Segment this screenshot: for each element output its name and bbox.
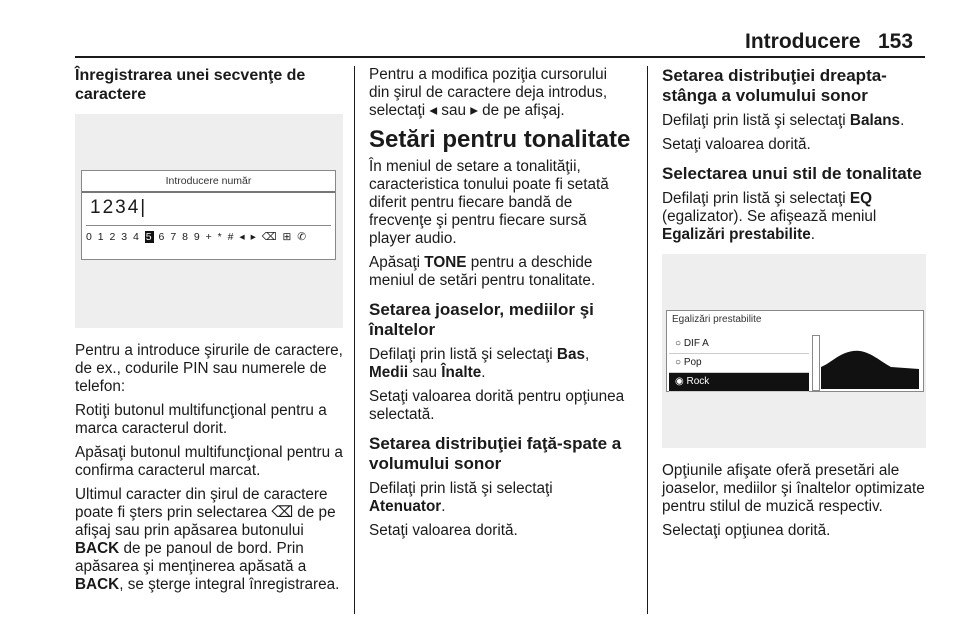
paragraph-tone [369, 254, 631, 290]
text-run: Apăsaţi [369, 254, 425, 271]
keypad-selected-char: 5 [145, 231, 154, 243]
paragraph: În meniul de setare a tonalităţii, caracteristica tonului poate fi setată diferit pentru fiecare bandă de frecvenţe şi pentru fiecare sursă player audio. [369, 158, 609, 247]
text-run: de pe panoul de bord. Prin apăsarea şi menţinerea apăsată a [75, 540, 307, 575]
keypad-chars-before: 0 1 2 3 4 [86, 231, 145, 243]
subheading-fader: Setarea distribuţiei faţă-spate a volumului sonor [369, 434, 622, 473]
text-run: . [810, 226, 816, 243]
subheading-bass-mid-treble: Setarea joaselor, mediilor şi înaltelor [369, 300, 594, 339]
entered-digits: 1234| [90, 197, 148, 218]
paragraph: Pentru a introduce şirurile de caractere, de ex., codurile PIN sau numerele de telefon: [75, 342, 343, 395]
text-run: , se şterge integral înregistrarea. [119, 576, 340, 593]
preset-eq-screen [666, 310, 924, 392]
screen-title: Egalizări prestabilite [672, 314, 762, 325]
preset-list [669, 335, 809, 392]
paragraph: Rotiţi butonul multifuncţional pentru a marca caracterul dorit. [75, 402, 327, 437]
paragraph: Opţiunile afişate oferă presetări ale joaselor, mediilor şi înaltelor optimizate pentru stilul de muzică respectiv. [662, 462, 925, 515]
eq-curve-graphic [821, 337, 919, 389]
column-3 [662, 66, 926, 546]
bold-medii: Medii [369, 364, 409, 381]
column-divider-1 [354, 66, 355, 614]
bold-back: BACK [75, 576, 120, 593]
paragraph: Apăsaţi butonul multifuncţional pentru a confirma caracterul marcat. [75, 444, 343, 479]
text-run: , [584, 346, 590, 363]
paragraph-fader [369, 480, 631, 516]
section-heading-character-sequence: Înregistrarea unei secvenţe de caractere [75, 67, 306, 103]
header-rule [75, 56, 925, 58]
bold-eq: EQ [849, 190, 872, 207]
bold-tone: TONE [424, 254, 467, 271]
preset-item-dif-a[interactable]: ○ DIF A [669, 335, 809, 354]
text-run: sau [408, 364, 442, 381]
paragraph-balance [662, 112, 926, 130]
text-run: . [481, 364, 486, 381]
scrollbar [812, 335, 820, 391]
figure-number-entry [75, 114, 343, 328]
bold-back: BACK [75, 540, 120, 557]
paragraph-bass-options [369, 346, 631, 382]
paragraph: Setaţi valoarea dorită pentru opţiunea selectată. [369, 388, 625, 423]
keypad-chars-after: 6 7 8 9 + * # ◂ ▸ ⌫ ⊞ ✆ [154, 231, 308, 243]
paragraph: Pentru a modifica poziţia cursorului din şirul de caractere deja introdus, selectaţi ◂ sau ▸ de pe afişaj. [369, 66, 608, 119]
paragraph: Setaţi valoarea dorită. [369, 522, 518, 539]
text-run: Defilaţi prin listă şi selectaţi [369, 346, 557, 363]
text-run: (egalizator). Se afişează meniul [662, 208, 877, 225]
bold-preset-eq: Egalizări prestabilite [662, 226, 811, 243]
text-run: Ultimul caracter din şirul de caractere poate fi şters prin selectarea ⌫ de pe afişaj sau prin apăsarea butonului [75, 486, 336, 539]
figure-preset-equalizer [662, 254, 926, 448]
preset-item-rock[interactable]: ◉ Rock [669, 373, 809, 392]
column-1 [75, 66, 343, 600]
paragraph: Selectaţi opţiunea dorită. [662, 522, 831, 539]
text-run: . [900, 112, 905, 129]
subheading-tone-style: Selectarea unui stil de tonalitate [662, 164, 922, 183]
screen-separator [86, 225, 331, 226]
text-run: pentru a deschide meniul de setări pentru tonalitate. [369, 254, 596, 289]
subheading-balance: Setarea distribuţiei dreapta-stânga a volumului sonor [662, 66, 887, 105]
page-number: 153 [878, 30, 914, 53]
column-divider-2 [647, 66, 648, 614]
text-run: . [441, 498, 446, 515]
text-run: Defilaţi prin listă şi selectaţi [662, 112, 850, 129]
number-entry-screen [81, 170, 336, 260]
paragraph-back-button [75, 486, 343, 594]
bold-atenuator: Atenuator [369, 498, 442, 515]
text-run: Defilaţi prin listă şi selectaţi [662, 190, 850, 207]
character-keypad [86, 231, 308, 243]
paragraph: Setaţi valoarea dorită. [662, 136, 811, 153]
paragraph-eq [662, 190, 926, 244]
section-heading-tone-settings: Setări pentru tonalitate [369, 126, 631, 153]
preset-item-pop[interactable]: ○ Pop [669, 354, 809, 373]
column-2 [369, 66, 631, 546]
text-run: Defilaţi prin listă şi selectaţi [369, 480, 553, 497]
screen-title: Introducere număr [82, 171, 335, 193]
bold-balans: Balans [849, 112, 901, 129]
bold-bas: Bas [556, 346, 585, 363]
running-header-title: Introducere [745, 30, 861, 53]
bold-inalte: Înalte [441, 364, 482, 381]
